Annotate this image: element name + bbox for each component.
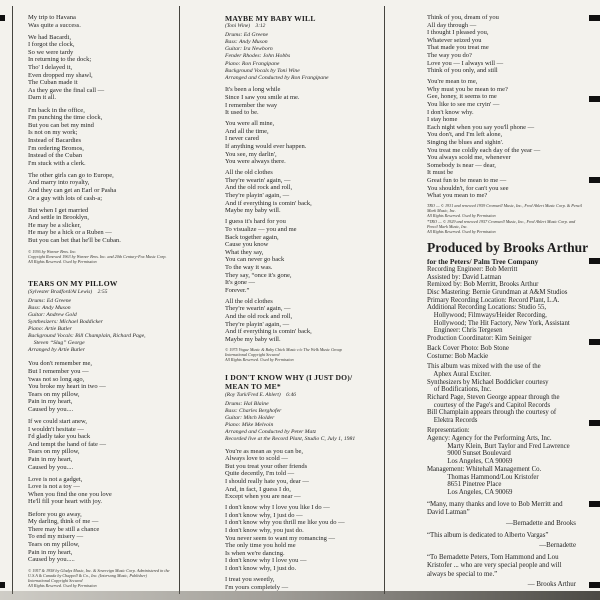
fineprint-line: All Rights Reserved. Used by Permission [427,228,496,234]
lyric-line: As they gave the final call — [28,86,105,94]
production-credit-line: Hollywood; The Hit Factory, New York, Assistant [427,319,570,327]
production-credit-line: Marty Klein, Burt Taylor and Fred Lawrence [427,442,570,450]
lyric-line: I'd gladly take you back [28,433,91,441]
scan-edge-mark [0,582,5,588]
lyric-line: The way you do? [427,51,472,59]
lyric-line: That made you treat me [427,44,489,52]
quote-line: always be special to me.” [427,570,498,578]
lyric-line: I wouldn't hesitate — [28,425,84,433]
lyric-line: I don't know why I love you — [225,557,307,565]
production-credit-line: Production Coordinator: Kim Seiniger [427,335,532,343]
lyric-line: It's been a long while [225,86,281,94]
lyric-line: You can never go back [225,256,285,264]
lyric-line: I'm back in the office, [28,106,85,114]
lyric-line: He may be a hick or a Ruben — [28,229,112,237]
production-credit-line: Disc Mastering: Bernie Grundman at A&M Studios [427,288,568,296]
production-credit-line: Thomas Hammond/Lou Kristofer [427,473,539,481]
lyric-line: In returning to the dock; [28,56,92,64]
lyric-line: Before you go away, [28,510,82,518]
production-credit-line: 8651 Pinetree Place [427,481,502,489]
credit-line: Guitar: Ira Newborn [225,46,273,53]
lyric-line: What you mean to me? [427,192,488,200]
lyric-line: I don't know why, I just do — [225,511,303,519]
left-column-rule [12,6,13,594]
lyric-line: He'll fill your heart with joy. [28,498,103,506]
stanza [28,418,176,471]
lyric-line: And the old rock and roll, [225,184,293,192]
lyric-line: Cause you know [225,241,269,249]
credit-group [427,363,584,425]
lyric-line: Always love to scold — [225,455,288,463]
lyrics-section [28,14,176,245]
lyric-line: 'twas not so long ago, [28,375,85,383]
credit-line: Fender Rhodes: John Hobbs [225,53,291,60]
lyric-line: You never seem to want my romancing — [225,534,336,542]
musician-credits [28,298,176,355]
lyric-line: When you find the one you love [28,490,112,498]
lyric-line: And tempt the hand of fate — [28,440,106,448]
stanza [28,360,176,413]
lyric-line: Is when we're dancing. [225,549,285,557]
lyric-line: I thought I pleased you, [427,29,489,37]
lyric-line: You like to see me cryin' — [427,101,500,109]
production-credit-line: Aphex Aural Exciter. [427,370,491,378]
lyric-line: Love you — I always will — [427,59,504,67]
lyric-line: Why must you be mean to me? [427,85,508,93]
lyric-line: They're playin' again, — [225,192,290,200]
lyric-line: You're mean to me, [427,78,478,86]
lyric-line: Love is not a gadget, [28,475,83,483]
column-rule-1 [179,6,180,594]
lyric-line: To visualize — you and me [225,225,297,233]
lyric-line: My darling, think of me — [28,518,99,526]
fineprint-line: © 1957 & 1958 by Gladys Music, Inc. & Sovereign Music Corp. Administered in the [28,568,170,574]
scan-edge-mark [589,339,600,345]
lyric-line: Maybe my baby will. [225,207,281,215]
song-title: MAYBE MY BABY WILL [225,14,316,23]
lyric-line: All the old clothes [225,297,273,305]
fineprint-line: U.S.A & Canada by Chappell & Co., Inc. (Intersong Music, Publisher) [28,573,148,579]
lyric-line: I don't know why, you just do. [225,527,304,535]
scan-edge-mark [589,582,600,588]
lyrics-section [28,360,176,563]
lyrics-section [225,86,378,343]
lyric-line: To the way it was. [225,263,273,271]
lyric-line: They say, “once it's gone, [225,271,292,279]
quote-line: David Latman” [427,509,470,517]
lyric-line: And, in fact, I guess I do, [225,485,291,493]
credit-line: Guitar: Mitch Holder [225,414,275,421]
fineprint-line: All Rights Reserved. Used by Permission [427,213,496,219]
lyric-line: You broke my heart in two — [28,383,106,391]
lyric-line: All day through — [427,21,477,29]
song-title: TEARS ON MY PILLOW [28,279,118,289]
fineprint-line: International Copyright Secured [225,351,280,357]
lyric-line: Was quite a success. [28,21,81,29]
credit-line: Bass: Andy Muson [225,39,268,46]
lyric-line: Back together again, [225,233,279,241]
production-credit-line: 9000 Sunset Boulevard [427,450,511,458]
credit-line: Bass: Andy Muson [28,304,71,311]
lyric-line: Caused by you.... [28,405,74,413]
fineprint-line: All Rights Reserved. Used by Permission [28,583,97,589]
scan-edge-mark [589,177,600,183]
credit-group [427,266,584,343]
credit-line: Synthesizers: Michael Boddicker [28,318,103,325]
scan-edge-mark [0,15,5,21]
fineprint-line: Mark Music, Inc. [427,208,456,214]
credit-line: Piano: Ron Frangipane [225,60,280,67]
production-credit-line: Additional Recording Locations: Studio 55, [427,304,547,312]
production-credit-line: Hollywood; Filmways/Heider Recording, [427,312,547,320]
lyric-line: You see, my darlin', [225,150,277,158]
lyric-line: And marry into royalty, [28,179,90,187]
credit-line: Background Vocals by Toni Wine [225,67,300,74]
lyric-line: I forgot the clock, [28,41,75,49]
production-credit-line: Synthesizers by Michael Boddicker courtesy [427,378,549,386]
production-credit-line: Assisted by: David Latman [427,273,502,281]
lyric-line: I don't know why I love you like I do — [225,504,330,512]
lyric-line: Instead of the Cuban [28,152,82,160]
lyric-line: Quite decently, I'm told — [225,470,295,478]
credit-line: Drums: Hal Blaine [225,400,269,407]
credit-line: Recorded live at the Record Plant, Studio C, July 1, 1981 [225,436,356,443]
lyric-line: Tears on my pillow, [28,448,80,456]
lyric-line: My trip to Havana [28,14,76,21]
production-credit-line: Richard Page, Steven George appear through the [427,394,560,402]
lyric-line: But you can bet my mind [28,121,94,129]
lyrics-section [427,14,584,200]
copyright-fineprint [225,347,378,362]
song-subtitle: (Sylvester Bradford/Al Lewis) 2:55 [28,288,108,295]
lyric-line: He may be a slicker, [28,221,81,229]
lyric-line: There may be still a chance [28,525,100,533]
credit-line: Background Vocals: Bill Champlain, Richard Page, [28,333,146,340]
lyric-line: Instead of Bacardies [28,136,82,144]
production-credit-line: Los Angeles, CA 90069 [427,489,513,496]
stanza [225,169,378,215]
lyric-line: The Cuban made it [28,79,78,87]
copyright-fineprint [28,568,176,588]
fineprint-line: All Rights Reserved. Used by Permission [28,259,97,265]
fineprint-line: All Rights Reserved. Used by Permission [225,357,294,363]
lyric-line: Somebody is near — dear, [427,161,496,169]
lyric-line: If we could start anew, [28,418,87,426]
credit-line: Arranged by Artie Butler [28,347,85,354]
column-rule-2 [384,6,385,594]
credit-line: Drums: Ed Greene [28,297,72,304]
production-credit-line: This album was mixed with the use of the [427,363,541,371]
stanza [28,14,176,29]
lyric-line: Each night when you say you'll phone — [427,123,535,131]
lyric-line: And all the time, [225,127,269,135]
song-title: MEAN TO ME* [225,382,281,392]
production-credit-line: of Bodifications, Inc. [427,386,492,394]
credit-line: Piano: Mike Melvoin [225,421,274,428]
scan-bottom-edge [0,591,600,600]
lyric-line: So we were tardy [28,48,74,56]
lyric-line: You're as mean as you can be, [225,447,303,455]
stanza [225,86,378,116]
song-title: I DON'T KNOW WHY (I JUST DO)/ [225,373,353,383]
credit-line: Arranged and Conducted by Peter Matz [225,428,317,435]
production-credit-line: Recording Engineer: Bob Merritt [427,265,518,273]
production-credit-line: Remixed by: Bob Merritt, Brooks Arthur [427,281,539,289]
credit-line: Drums: Ed Greene [225,32,269,39]
stanza [28,207,176,245]
quote-line: “To Bernadette Peters, Tom Hammond and Lou [427,553,559,561]
lyric-line: You were all mine, [225,120,275,128]
lyric-line: You shouldn't, for can't you see [427,184,509,192]
production-credit-line: courtesy of the Page's and Capitol Records [427,401,551,409]
lyric-line: Tears on my pillow, [28,390,80,398]
lyric-line: You treat me coldly each day of the year — [427,146,541,154]
song-header [28,279,176,295]
lyric-line: Caused by you.... [28,463,74,471]
lyrics-section [225,448,378,592]
credit-line: Bass: Charles Berghofer [225,407,282,414]
copyright-fineprint [28,249,176,264]
lyric-line: They're wearin' again, — [225,305,291,313]
lyric-line: Think of you only, and still [427,67,498,75]
credit-group [427,345,584,360]
production-credit-line: Back Cover Photo: Bob Stone [427,345,509,353]
lyric-line: They're wearin' again, — [225,176,291,184]
lyric-line: And if everything is comin' back, [225,199,312,207]
lyric-line: Forever.” [225,286,250,294]
lyric-line: Gee, honey, it seems to me [427,93,497,101]
lyric-line: Think of you, dream of you [427,14,499,21]
lyric-line: It must be [427,169,453,177]
lyric-line: What they say, [225,248,264,256]
stanza [28,107,176,168]
fineprint-line: Pencil Mark Music, Inc. [427,223,468,229]
lyric-line: I'm yours completely — [225,583,289,591]
lyric-line: And the old rock and roll, [225,312,293,320]
production-credit-line: Agency: Agency for the Performing Arts, Inc. [427,435,552,443]
stanza [225,120,378,166]
production-credit-line: Representation: [427,427,470,435]
lyric-line: I never cared [225,135,259,143]
lyric-line: I'm stuck with a clerk. [28,159,86,167]
lyric-line: The other girls can go to Europe, [28,171,114,179]
fineprint-line: © 1936 by Warner Bros. Inc. [28,249,77,255]
musician-credits [225,401,378,444]
lyric-line: I don't know why you thrill me like you do — [225,519,345,527]
fineprint-line: Copyright Renewed 1963 by Warner Bros. Inc. and 20th Century-Fox Music Corp. [28,254,167,260]
lyric-line: Singing the blues and sighin'. [427,139,504,146]
lyric-line: Pain in my heart, [28,398,73,406]
lyric-line: Pain in my heart, [28,548,73,556]
dedication-quote [427,532,584,550]
lyric-line: If anything would ever happen. [225,143,307,151]
quote-line: “This album is dedicated to Alberto Vargas” [427,531,549,539]
scan-edge-mark [589,501,600,507]
lyric-line: And settle in Brooklyn, [28,214,90,222]
scan-edge-mark [589,258,600,264]
scan-edge-mark [589,15,600,21]
credit-group [427,427,584,496]
stanza [28,476,176,506]
stanza [28,34,176,102]
lyric-line: I'm ordering Bromos, [28,144,84,152]
lyric-line: Darn it all. [28,94,56,102]
lyric-line: Whatever seized you [427,36,482,44]
lyric-line: Even dropped my shawl, [28,71,93,79]
stanza [28,172,176,202]
lyric-line: And if everything is comin' back, [225,328,312,336]
lyric-line: Caused by you..... [28,556,75,564]
lyric-line: You don't, and I'm left alone, [427,131,503,139]
production-credit-line: Primary Recording Location: Record Plant, L.A. [427,296,560,304]
song-subtitle: (Toni Wine) 3:12 [225,23,266,30]
fineprint-line: *TRO — © 1929 and renewed 1957 Cromwell Music, Inc., Fred Ahlert Music Corp. and [427,218,576,224]
lyric-line: They're playin' again, — [225,320,290,328]
lyric-line: But when I get married [28,206,89,214]
production-credit-line: Engineer: Chris Tergesen [427,327,503,335]
lyric-line: Since I saw you smile at me. [225,93,300,101]
lyric-line: It used to be. [225,109,259,117]
song-header [225,14,378,30]
lyric-line: Or a guy with lots of cash-a; [28,194,103,202]
lyric-line: I'm punching the time clock, [28,114,103,122]
stanza [225,218,378,294]
production-credit-line: Bill Champlain appears through the courtesy of [427,409,557,417]
lyric-line: Pain in my heart, [28,455,73,463]
scan-edge-mark [589,420,600,426]
lyric-line: Is not on my work; [28,129,78,137]
lyric-line: I don't know why, I just do. [225,565,297,573]
dedication-quote [427,554,584,589]
stanza [427,14,584,75]
lyric-line: Tears on my pillow, [28,540,80,548]
lyric-line: But you treat your other friends [225,462,308,470]
fineprint-line: International Copyright Secured [28,578,83,584]
lyric-line: But I remember you — [28,367,89,375]
fineprint-line: © 1975 Vogue Music & Baby Chick Music c/o The Welk Music Group [225,346,342,352]
lyric-line: Love is not a toy — [28,483,80,491]
production-credit-line: Elektra Records [427,417,478,425]
credit-line: Arranged and Conducted by Ron Frangipane [225,74,329,81]
lyric-line: I stay home [427,116,458,124]
production-credit-line: Management: Whitehall Management Co. [427,465,542,473]
copyright-fineprint [427,203,584,234]
credit-line: Steven “Slug” George [28,340,85,347]
stanza [225,298,378,344]
lyric-line: The only time you hold me [225,542,296,550]
stanza [28,511,176,564]
lyric-line: I guess it's hard for you [225,218,286,226]
lyric-line: Except when you are near — [225,493,301,501]
stanza [225,576,378,591]
song-subtitle: (Roy Turk/Fred E. Ahlert) 6:46 [225,391,296,398]
lyric-line: I remember the way [225,101,278,109]
credit-line: Piano: Artie Butler [28,325,72,332]
quote-attribution: —Bernadette [539,541,576,549]
quote-line: Kristofer ... who are very special people and will [427,562,562,570]
lyric-line: Great fun to be mean to me — [427,176,507,184]
lyric-line: To end my misery — [28,533,84,541]
lyric-line: You were always there. [225,158,286,166]
quote-attribution: — Brooks Arthur [527,581,576,589]
stanza [427,78,584,200]
scan-edge-mark [589,96,600,102]
lyric-line: We had Bacardi, [28,33,71,41]
quote-line: “Many, many thanks and love to Bob Merritt and [427,500,563,508]
song-header [225,373,378,398]
quote-attribution: —Bernadette and Brooks [505,519,576,527]
lyric-line: All the old clothes [225,169,273,177]
lyric-line: And they can get an Earl or Pasha [28,186,117,194]
production-credits [427,257,584,497]
credit-line: Guitar: Andrew Gold [28,311,77,318]
lyric-line: Tho' I delayed it, [28,64,73,72]
lyric-line: I should really hate you, dear — [225,477,309,485]
lyric-line: You don't remember me, [28,360,93,368]
stanza [225,504,378,572]
lyrics-column-1 [28,14,176,592]
lyric-line: You always scold me, whenever [427,154,511,162]
lyric-line: I treat you sweetly, [225,576,275,584]
lyric-line: But you can bet that he'll be Cuban. [28,237,121,245]
dedication-quote [427,501,584,528]
lyrics-column-2 [225,14,378,595]
lyric-line: It's gone — [225,279,256,287]
lyric-line: Maybe my baby will. [225,335,281,343]
producer-heading: Produced by Brooks Arthur [427,239,589,255]
lyrics-credits-column-3 [427,14,589,589]
lyric-line: I don't know why. [427,108,474,116]
musician-credits [225,32,378,82]
production-credit-line: Costume: Bob Mackie [427,353,489,361]
production-credit-line: Los Angeles, CA 90069 [427,458,513,466]
fineprint-line: TRO — © 1931 and renewed 1959 Cromwell Music, Inc., Fred Ahlert Music Corp. & Pencil [427,203,582,209]
production-credits-lead: for the Peters/ Palm Tree Company [427,256,539,266]
stanza [225,448,378,501]
